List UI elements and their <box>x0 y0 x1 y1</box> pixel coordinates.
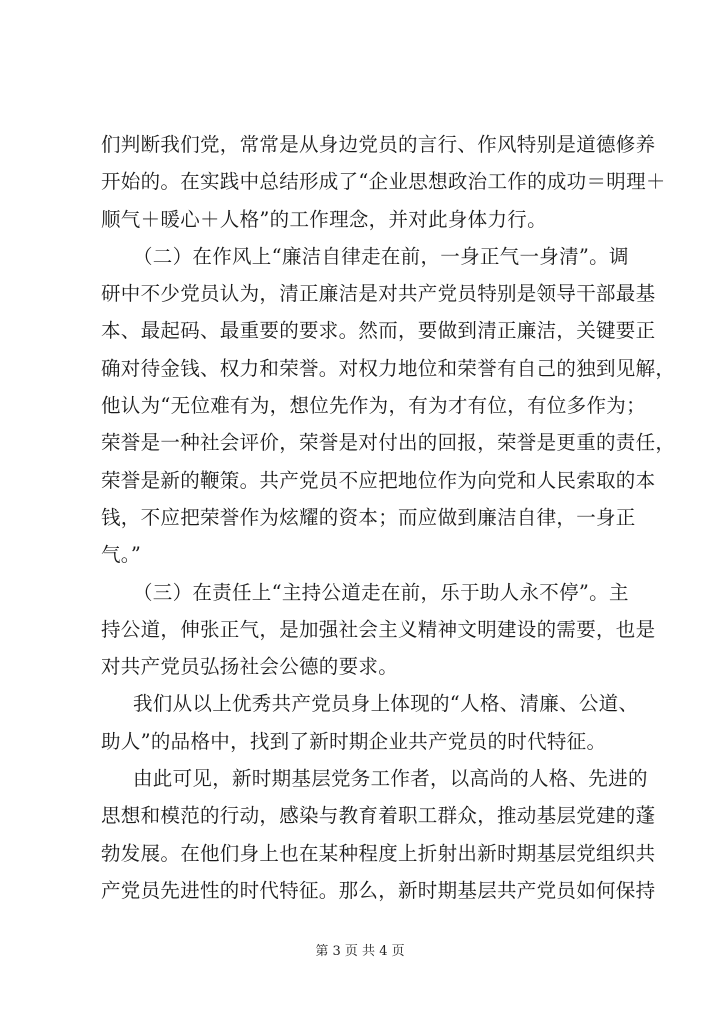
text-line: 助人”的品格中，找到了新时期企业共产党员的时代特征。 <box>101 729 607 753</box>
text-line: 本、最起码、最重要的要求。然而，要做到清正廉洁，关键要正 <box>101 319 656 343</box>
text-line: 确对待金钱、权力和荣誉。对权力地位和荣誉有自己的独到见解， <box>101 356 676 380</box>
text-line: 对共产党员弘扬社会公德的要求。 <box>101 655 399 679</box>
text-line: 研中不少党员认为，清正廉洁是对共产党员特别是领导干部最基 <box>101 282 656 306</box>
text-line: 荣誉是一种社会评价，荣誉是对付出的回报，荣誉是更重的责任， <box>101 431 676 455</box>
text-line: 由此可见，新时期基层党务工作者，以高尚的人格、先进的 <box>133 767 648 791</box>
text-line: 钱，不应把荣誉作为炫耀的资本；而应做到廉洁自律，一身正 <box>101 505 636 529</box>
text-line: 勃发展。在他们身上也在某种程度上折射出新时期基层党组织共 <box>101 841 656 865</box>
page-footer <box>0 940 720 959</box>
text-line: （三）在责任上“主持公道走在前，乐于助人永不停”。主 <box>133 580 629 604</box>
text-line: 他认为“无位难有为，想位先作为，有为才有位，有位多作为； <box>101 394 646 418</box>
text-line: （二）在作风上“廉洁自律走在前，一身正气一身清”。调 <box>133 244 629 268</box>
text-line: 气。” <box>101 543 142 567</box>
text-line: 顺气＋暖心＋人格”的工作理念，并对此身体力行。 <box>101 207 547 231</box>
text-line: 们判断我们党，常常是从身边党员的言行、作风特别是道德修养 <box>101 133 656 156</box>
text-line: 荣誉是新的鞭策。共产党员不应把地位作为向党和人民索取的本 <box>101 468 656 492</box>
body-text <box>101 126 676 909</box>
text-line: 开始的。在实践中总结形成了“企业思想政治工作的成功＝明理＋ <box>101 170 666 194</box>
text-line: 持公道，伸张正气，是加强社会主义精神文明建设的需要，也是 <box>101 617 656 641</box>
text-line: 我们从以上优秀共产党员身上体现的“人格、清廉、公道、 <box>133 692 639 716</box>
text-line: 产党员先进性的时代特征。那么，新时期基层共产党员如何保持 <box>101 878 656 902</box>
text-line: 思想和模范的行动，感染与教育着职工群众，推动基层党建的蓬 <box>101 804 656 828</box>
page-number: 第 3 页 共 4 页 <box>315 944 405 959</box>
